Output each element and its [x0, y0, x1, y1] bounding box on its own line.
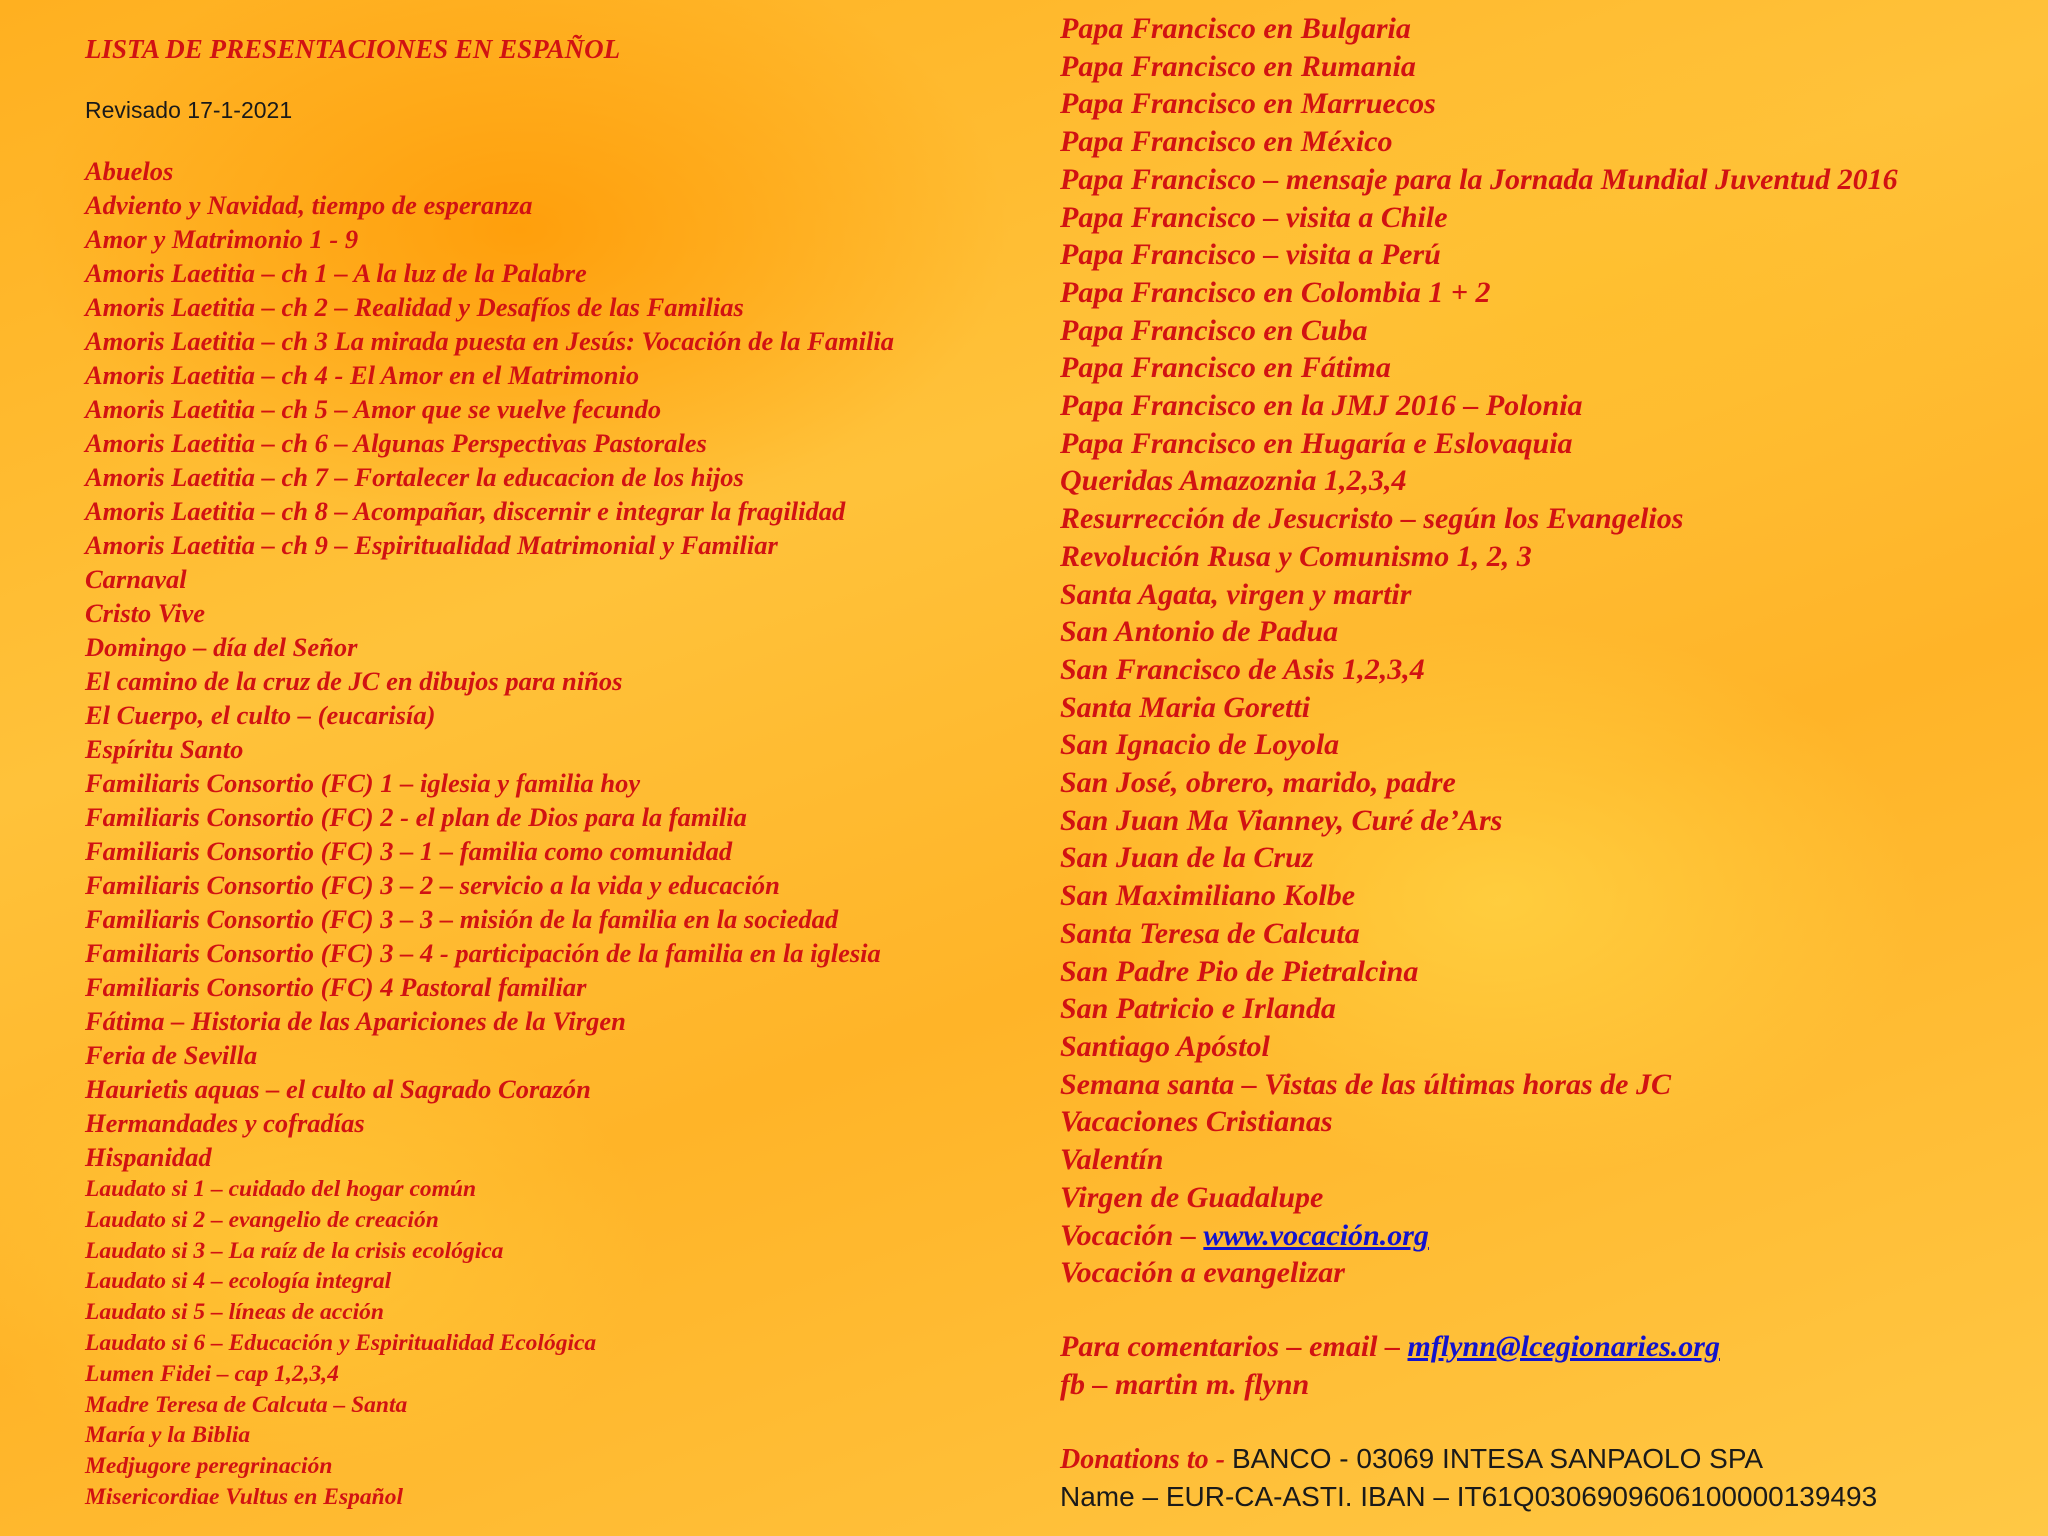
- list-item: Papa Francisco – visita a Chile: [1060, 200, 1448, 234]
- donations-iban: Name – EUR-CA-ASTI. IBAN – IT61Q0306909606100000139493: [1060, 1480, 1878, 1512]
- list-item: Semana santa – Vistas de las últimas horas de JC: [1060, 1067, 1671, 1101]
- list-item: Familiaris Consortio (FC) 1 – iglesia y familia hoy: [85, 768, 641, 798]
- list-item: Papa Francisco en Bulgaria: [1060, 12, 1411, 45]
- page-title: LISTA DE PRESENTACIONES EN ESPAÑOL: [85, 34, 621, 64]
- donations-bank: BANCO - 03069 INTESA SANPAOLO SPA: [1231, 1442, 1764, 1474]
- list-item: Misericordiae Vultus en Español: [85, 1483, 403, 1510]
- list-item: Hermandades y cofradías: [85, 1108, 365, 1138]
- list-item: Laudato si 6 – Educación y Espiritualidad Ecológica: [85, 1329, 597, 1356]
- list-item: Laudato si 1 – cuidado del hogar común: [85, 1176, 477, 1202]
- list-item: Papa Francisco en Marruecos: [1060, 87, 1436, 121]
- presentation-list-right: [1060, 10, 2020, 1217]
- list-item: [1060, 1217, 2020, 1255]
- list-item: Fátima – Historia de las Apariciones de la Virgen: [85, 1006, 626, 1036]
- list-item: Resurrección de Jesucristo – según los Evangelios: [1060, 502, 1684, 536]
- list-item: Amoris Laetitia – ch 7 – Fortalecer la educacion de los hijos: [85, 462, 744, 492]
- list-item: San Juan Ma Vianney, Curé de’Ars: [1060, 803, 1503, 837]
- presentation-list-large: [85, 154, 1045, 1174]
- list-item: Papa Francisco en Colombia 1 + 2: [1060, 275, 1491, 309]
- list-item: Queridas Amazoznia 1,2,3,4: [1060, 464, 1407, 498]
- list-item: Papa Francisco – mensaje para la Jornada Mundial Juventud 2016: [1060, 162, 1898, 196]
- list-item: San Patricio e Irlanda: [1060, 992, 1336, 1026]
- list-item: Amoris Laetitia – ch 8 – Acompañar, discernir e integrar la fragilidad: [85, 496, 846, 526]
- list-item: San Francisco de Asis 1,2,3,4: [1060, 652, 1425, 686]
- list-item: San Juan de la Cruz: [1060, 841, 1314, 875]
- list-item: San Antonio de Padua: [1060, 615, 1339, 649]
- donations-label: Donations to -: [1060, 1443, 1232, 1475]
- list-item: Amoris Laetitia – ch 2 – Realidad y Desafíos de las Familias: [85, 292, 744, 322]
- list-item: Laudato si 3 – La raíz de la crisis ecológica: [85, 1237, 504, 1264]
- list-item: Lumen Fidei – cap 1,2,3,4: [85, 1360, 339, 1387]
- list-item: Carnaval: [85, 564, 187, 594]
- list-item: Amoris Laetitia – ch 9 – Espiritualidad Matrimonial y Familiar: [85, 530, 778, 560]
- list-item: Laudato si 5 – líneas de acción: [85, 1299, 384, 1326]
- list-item: Madre Teresa de Calcuta – Santa: [85, 1391, 408, 1418]
- list-item: María y la Biblia: [85, 1422, 251, 1449]
- list-item: Haurietis aquas – el culto al Sagrado Corazón: [85, 1074, 591, 1104]
- list-item: Domingo – día del Señor: [85, 632, 358, 662]
- list-item: San Padre Pio de Pietralcina: [1060, 954, 1419, 988]
- left-column: [85, 31, 1045, 1513]
- email-link[interactable]: mflynn@lcegionaries.org: [1407, 1329, 1720, 1363]
- list-item: San José, obrero, marido, padre: [1060, 766, 1456, 800]
- list-item: Revolución Rusa y Comunismo 1, 2, 3: [1060, 539, 1532, 573]
- comments-label: Para comentarios – email –: [1060, 1329, 1408, 1363]
- list-item: Familiaris Consortio (FC) 3 – 4 - participación de la familia en la iglesia: [85, 938, 881, 968]
- list-item: Amoris Laetitia – ch 6 – Algunas Perspectivas Pastorales: [85, 428, 707, 458]
- list-item: El Cuerpo, el culto – (eucarisía): [85, 700, 436, 730]
- facebook-line: fb – martin m. flynn: [1060, 1367, 1310, 1401]
- list-item: Amoris Laetitia – ch 1 – A la luz de la Palabre: [85, 258, 587, 288]
- list-item: Familiaris Consortio (FC) 3 – 1 – familia como comunidad: [85, 836, 733, 866]
- list-item: Cristo Vive: [85, 598, 206, 628]
- list-item: Papa Francisco en Rumania: [1060, 49, 1416, 83]
- list-item: Virgen de Guadalupe: [1060, 1180, 1324, 1214]
- list-item: Feria de Sevilla: [85, 1040, 258, 1070]
- list-item: Santa Agata, virgen y martir: [1060, 577, 1412, 611]
- right-column: [1060, 10, 2020, 1515]
- list-item: Santa Teresa de Calcuta: [1060, 916, 1360, 950]
- list-item: Familiaris Consortio (FC) 4 Pastoral familiar: [85, 972, 587, 1002]
- list-item: Familiaris Consortio (FC) 2 - el plan de Dios para la familia: [85, 802, 747, 832]
- donation-block: [1060, 1440, 2020, 1515]
- list-item: Papa Francisco en México: [1060, 125, 1393, 159]
- list-item: San Maximiliano Kolbe: [1060, 879, 1356, 913]
- list-item: Vocación a evangelizar: [1060, 1256, 1345, 1290]
- list-item: Valentín: [1060, 1143, 1164, 1177]
- vocacion-label: Vocación –: [1060, 1218, 1204, 1252]
- list-item: Laudato si 2 – evangelio de creación: [85, 1206, 439, 1233]
- presentation-list-small: [85, 1174, 1045, 1513]
- list-item: Santiago Apóstol: [1060, 1029, 1270, 1063]
- list-item: Amoris Laetitia – ch 5 – Amor que se vuelve fecundo: [85, 394, 662, 424]
- vocacion-list: [1060, 1217, 2020, 1292]
- list-item: Amoris Laetitia – ch 3 La mirada puesta en Jesús: Vocación de la Familia: [85, 326, 895, 356]
- list-item: Familiaris Consortio (FC) 3 – 2 – servicio a la vida y educación: [85, 870, 780, 900]
- list-item: Papa Francisco en la JMJ 2016 – Polonia: [1060, 389, 1583, 423]
- list-item: San Ignacio de Loyola: [1060, 728, 1340, 762]
- list-item: Vacaciones Cristianas: [1060, 1105, 1333, 1139]
- comments-line: [1060, 1328, 2020, 1366]
- list-item: Santa Maria Goretti: [1060, 690, 1311, 724]
- list-item: Amoris Laetitia – ch 4 - El Amor en el Matrimonio: [85, 360, 640, 390]
- list-item: Abuelos: [85, 156, 174, 186]
- list-item: Papa Francisco – visita a Perú: [1060, 238, 1441, 272]
- vocacion-link[interactable]: www.vocación.org: [1203, 1218, 1429, 1252]
- list-item: Hispanidad: [85, 1142, 212, 1172]
- revision-date: Revisado 17-1-2021: [85, 97, 293, 123]
- list-item: Amor y Matrimonio 1 - 9: [85, 224, 359, 254]
- contact-block: [1060, 1328, 2020, 1404]
- list-item: Papa Francisco en Fátima: [1060, 351, 1391, 385]
- list-item: Papa Francisco en Hugaría e Eslovaquia: [1060, 426, 1573, 460]
- list-item: Familiaris Consortio (FC) 3 – 3 – misión de la familia en la sociedad: [85, 904, 839, 934]
- list-item: Papa Francisco en Cuba: [1060, 313, 1368, 347]
- list-item: Laudato si 4 – ecología integral: [85, 1268, 392, 1295]
- list-item: El camino de la cruz de JC en dibujos para niños: [85, 666, 623, 696]
- list-item: Medjugore peregrinación: [85, 1453, 333, 1480]
- list-item: Adviento y Navidad, tiempo de esperanza: [85, 190, 533, 220]
- list-item: Espíritu Santo: [85, 734, 244, 764]
